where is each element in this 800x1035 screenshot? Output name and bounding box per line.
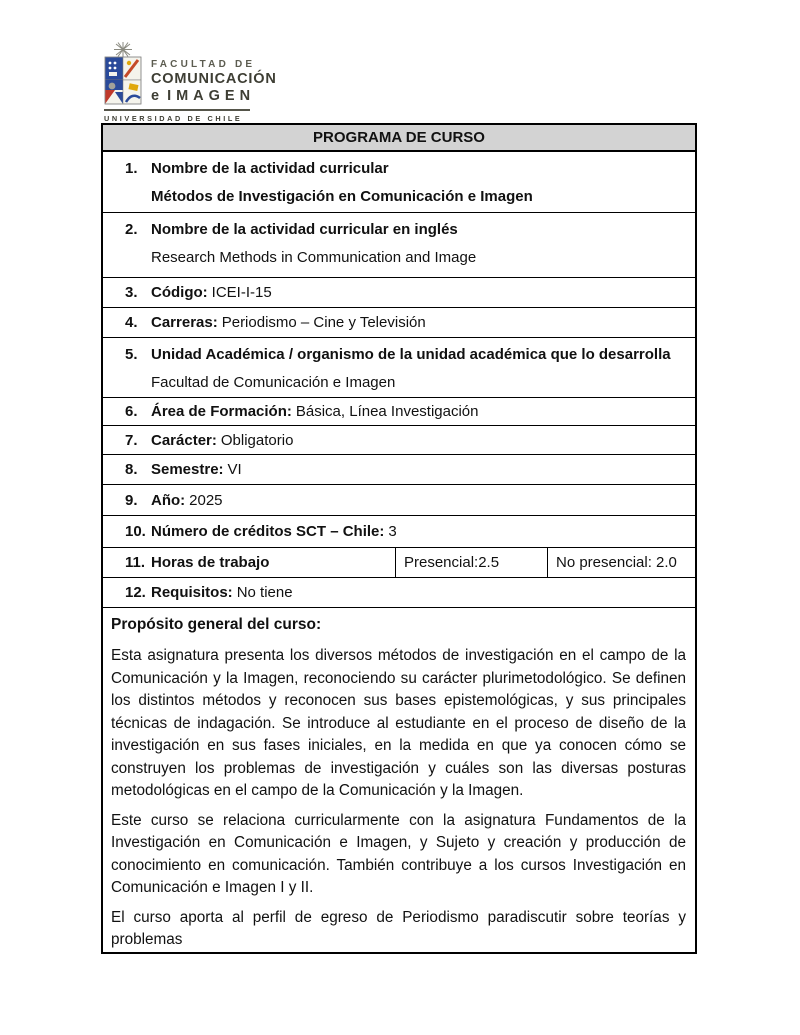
university-logo [104,42,277,123]
logo-facultad-de: FACULTAD DE [151,59,256,70]
row-label: Horas de trabajo [151,554,270,571]
row-value: 2025 [189,491,223,509]
row-value: Facultad de Comunicación e Imagen [151,374,396,391]
row-label: Número de créditos SCT – Chile: [151,523,385,540]
row-number: 2. [125,221,138,238]
row-value: Periodismo – Cine y Televisión [221,314,426,331]
row-number: 12. [125,584,146,601]
table-row-creditos [103,516,695,548]
row-label: Nombre de la actividad curricular [151,160,389,177]
table-title: PROGRAMA DE CURSO [103,125,695,152]
row-label: Código: [151,284,208,301]
row-number: 8. [125,461,138,478]
row-number: 11. [125,554,146,571]
proposito-title: Propósito general del curso: [111,616,322,633]
proposito-paragraph-1: Esta asignatura presenta los diversos métodos de investigación en el campo de la Comunicación y la Imagen, reconociendo su carácter plurimetodológico. Se definen los distintos métodos y reconocen sus bases epistemológicas, y sus principales técnicas de indagación. Se introduce al estudiante en el proceso de diseño de la investigación en sus fases iniciales, en la medida en que ya conocen cómo se construyen los problemas de investigación y cuáles son las diversas posturas metodológicas en el campo de la Comunicación y la Imagen. [111,647,686,799]
row-number: 5. [125,346,138,363]
table-row-area-formacion [103,398,695,426]
row-number: 3. [125,284,138,301]
table-row-unidad-academica [103,338,695,398]
row-number: 7. [125,431,138,449]
proposito-paragraph-2: Este curso se relaciona curricularmente con la asignatura Fundamentos de la Investigación en Comunicación e Imagen, y Sujeto y creación y producción de conocimiento en comunicación. También contribuye a los cursos Investigación en Comunicación e Imagen I y II. [111,811,686,896]
logo-divider [104,109,250,111]
row-number: 1. [125,160,138,177]
table-row-ano [103,485,695,516]
row-number: 6. [125,403,138,420]
table-row-proposito [103,608,695,952]
horas-no-presencial-cell: No presencial: 2.0 [547,548,695,577]
row-value: No tiene [236,584,293,601]
row-value: Básica, Línea Investigación [295,403,479,420]
row-value: 3 [388,523,397,540]
row-label: Área de Formación: [151,403,292,420]
row-label: Semestre: [151,461,224,478]
row-label: Carácter: [151,431,217,449]
table-row-nombre-actividad [103,152,695,213]
row-label: Unidad Académica / organismo de la unidad académica que lo desarrolla [151,346,671,363]
row-value: VI [227,461,242,478]
horas-trabajo-label-cell [103,548,395,577]
row-label: Carreras: [151,314,218,331]
table-row-semestre [103,455,695,485]
row-value: Obligatorio [220,431,294,449]
proposito-paragraph-3: El curso aporta al perfil de egreso de Periodismo paradiscutir sobre teorías y problemas [111,908,686,948]
row-value: Research Methods in Communication and Image [151,249,477,266]
logo-comunicacion: COMUNICACIÓN [151,71,277,87]
horas-presencial-cell: Presencial:2.5 [395,548,547,577]
row-label: Año: [151,491,186,509]
table-row-codigo [103,278,695,308]
row-value: ICEI-I-15 [211,284,272,301]
table-row-nombre-ingles [103,213,695,278]
row-label: Nombre de la actividad curricular en inglés [151,221,458,238]
row-number: 10. [125,523,146,540]
logo-imagen: IMAGEN [167,88,256,104]
row-value: Métodos de Investigación en Comunicación e Imagen [151,188,533,205]
logo-e-imagen [151,88,277,105]
row-number: 9. [125,491,138,509]
logo-e: e [151,88,160,104]
table-row-caracter [103,426,695,455]
course-program-table [101,123,697,954]
university-crest-icon [104,42,144,106]
table-row-carreras [103,308,695,338]
table-row-requisitos [103,578,695,608]
row-number: 4. [125,314,138,331]
logo-universidad-de-chile: UNIVERSIDAD DE CHILE [104,114,243,123]
row-label: Requisitos: [151,584,233,601]
table-row-horas-trabajo [103,548,695,578]
